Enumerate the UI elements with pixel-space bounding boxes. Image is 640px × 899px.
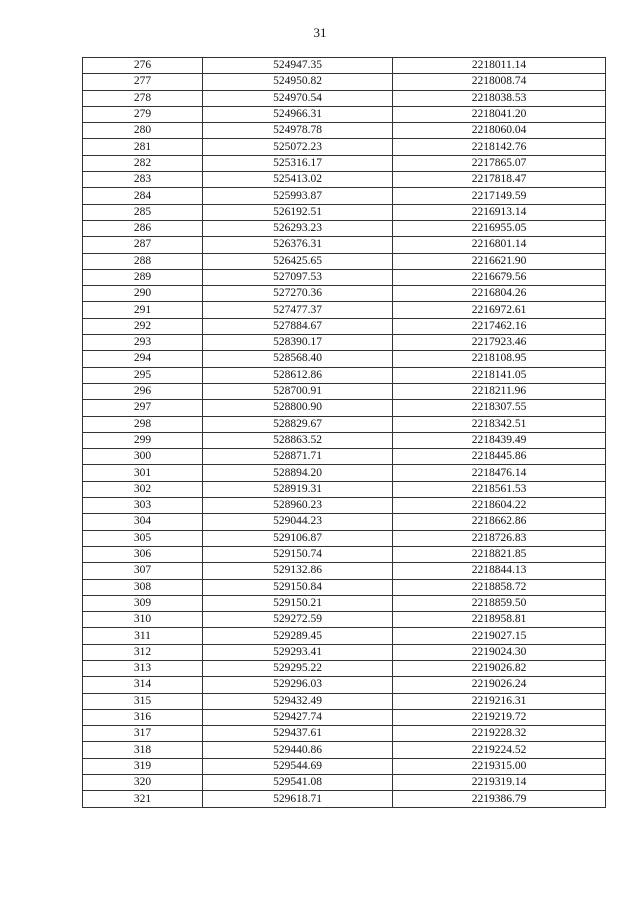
x-coordinate-cell: 528894.20 <box>203 465 393 481</box>
y-coordinate-cell: 2219228.32 <box>393 726 606 742</box>
coordinates-table-body <box>83 58 606 808</box>
y-coordinate-cell: 2218859.50 <box>393 595 606 611</box>
x-coordinate-cell: 527097.53 <box>203 269 393 285</box>
y-coordinate-cell: 2218561.53 <box>393 481 606 497</box>
x-coordinate-cell: 529150.84 <box>203 579 393 595</box>
x-coordinate-cell: 529150.21 <box>203 595 393 611</box>
y-coordinate-cell: 2219315.00 <box>393 758 606 774</box>
table-row <box>83 286 606 302</box>
x-coordinate-cell: 528800.90 <box>203 400 393 416</box>
x-coordinate-cell: 528829.67 <box>203 416 393 432</box>
table-row <box>83 498 606 514</box>
x-coordinate-cell: 529044.23 <box>203 514 393 530</box>
table-row <box>83 400 606 416</box>
point-number-cell: 298 <box>83 416 203 432</box>
table-row <box>83 432 606 448</box>
x-coordinate-cell: 529427.74 <box>203 709 393 725</box>
point-number-cell: 320 <box>83 775 203 791</box>
table-row <box>83 563 606 579</box>
point-number-cell: 318 <box>83 742 203 758</box>
point-number-cell: 301 <box>83 465 203 481</box>
point-number-cell: 314 <box>83 677 203 693</box>
table-row <box>83 237 606 253</box>
y-coordinate-cell: 2218476.14 <box>393 465 606 481</box>
y-coordinate-cell: 2218142.76 <box>393 139 606 155</box>
table-row <box>83 644 606 660</box>
x-coordinate-cell: 524950.82 <box>203 74 393 90</box>
point-number-cell: 295 <box>83 367 203 383</box>
y-coordinate-cell: 2218604.22 <box>393 498 606 514</box>
table-row <box>83 677 606 693</box>
y-coordinate-cell: 2218958.81 <box>393 612 606 628</box>
table-row <box>83 726 606 742</box>
y-coordinate-cell: 2218821.85 <box>393 546 606 562</box>
x-coordinate-cell: 529432.49 <box>203 693 393 709</box>
point-number-cell: 317 <box>83 726 203 742</box>
table-row <box>83 416 606 432</box>
y-coordinate-cell: 2219024.30 <box>393 644 606 660</box>
point-number-cell: 287 <box>83 237 203 253</box>
table-row <box>83 383 606 399</box>
x-coordinate-cell: 529293.41 <box>203 644 393 660</box>
table-row <box>83 709 606 725</box>
x-coordinate-cell: 529541.08 <box>203 775 393 791</box>
x-coordinate-cell: 526293.23 <box>203 220 393 236</box>
table-row <box>83 269 606 285</box>
y-coordinate-cell: 2217462.16 <box>393 318 606 334</box>
y-coordinate-cell: 2219027.15 <box>393 628 606 644</box>
table-row <box>83 204 606 220</box>
table-row <box>83 139 606 155</box>
x-coordinate-cell: 527884.67 <box>203 318 393 334</box>
point-number-cell: 281 <box>83 139 203 155</box>
table-row <box>83 628 606 644</box>
y-coordinate-cell: 2217865.07 <box>393 155 606 171</box>
y-coordinate-cell: 2218858.72 <box>393 579 606 595</box>
x-coordinate-cell: 528612.86 <box>203 367 393 383</box>
y-coordinate-cell: 2218108.95 <box>393 351 606 367</box>
point-number-cell: 279 <box>83 106 203 122</box>
point-number-cell: 315 <box>83 693 203 709</box>
point-number-cell: 282 <box>83 155 203 171</box>
point-number-cell: 321 <box>83 791 203 807</box>
y-coordinate-cell: 2218008.74 <box>393 74 606 90</box>
y-coordinate-cell: 2218662.86 <box>393 514 606 530</box>
y-coordinate-cell: 2216679.56 <box>393 269 606 285</box>
x-coordinate-cell: 526425.65 <box>203 253 393 269</box>
point-number-cell: 311 <box>83 628 203 644</box>
x-coordinate-cell: 524978.78 <box>203 123 393 139</box>
x-coordinate-cell: 528871.71 <box>203 449 393 465</box>
page-number: 31 <box>313 25 327 40</box>
x-coordinate-cell: 529106.87 <box>203 530 393 546</box>
table-row <box>83 449 606 465</box>
y-coordinate-cell: 2218141.05 <box>393 367 606 383</box>
y-coordinate-cell: 2219219.72 <box>393 709 606 725</box>
point-number-cell: 290 <box>83 286 203 302</box>
point-number-cell: 313 <box>83 660 203 676</box>
table-row <box>83 612 606 628</box>
table-row <box>83 530 606 546</box>
point-number-cell: 291 <box>83 302 203 318</box>
x-coordinate-cell: 526192.51 <box>203 204 393 220</box>
point-number-cell: 292 <box>83 318 203 334</box>
x-coordinate-cell: 528390.17 <box>203 335 393 351</box>
point-number-cell: 319 <box>83 758 203 774</box>
table-row <box>83 775 606 791</box>
x-coordinate-cell: 529150.74 <box>203 546 393 562</box>
x-coordinate-cell: 528919.31 <box>203 481 393 497</box>
table-row <box>83 595 606 611</box>
table-row <box>83 742 606 758</box>
x-coordinate-cell: 529618.71 <box>203 791 393 807</box>
table-row <box>83 579 606 595</box>
y-coordinate-cell: 2219224.52 <box>393 742 606 758</box>
x-coordinate-cell: 527477.37 <box>203 302 393 318</box>
point-number-cell: 300 <box>83 449 203 465</box>
point-number-cell: 306 <box>83 546 203 562</box>
coordinates-table <box>82 57 606 808</box>
point-number-cell: 289 <box>83 269 203 285</box>
table-row <box>83 188 606 204</box>
point-number-cell: 303 <box>83 498 203 514</box>
y-coordinate-cell: 2216621.90 <box>393 253 606 269</box>
y-coordinate-cell: 2218445.86 <box>393 449 606 465</box>
x-coordinate-cell: 528863.52 <box>203 432 393 448</box>
point-number-cell: 307 <box>83 563 203 579</box>
y-coordinate-cell: 2218342.51 <box>393 416 606 432</box>
y-coordinate-cell: 2217818.47 <box>393 172 606 188</box>
y-coordinate-cell: 2217149.59 <box>393 188 606 204</box>
y-coordinate-cell: 2218038.53 <box>393 90 606 106</box>
table-row <box>83 791 606 807</box>
y-coordinate-cell: 2218844.13 <box>393 563 606 579</box>
x-coordinate-cell: 529272.59 <box>203 612 393 628</box>
point-number-cell: 278 <box>83 90 203 106</box>
x-coordinate-cell: 528568.40 <box>203 351 393 367</box>
y-coordinate-cell: 2217923.46 <box>393 335 606 351</box>
x-coordinate-cell: 526376.31 <box>203 237 393 253</box>
table-row <box>83 465 606 481</box>
y-coordinate-cell: 2218211.96 <box>393 383 606 399</box>
y-coordinate-cell: 2219026.24 <box>393 677 606 693</box>
table-row <box>83 367 606 383</box>
point-number-cell: 316 <box>83 709 203 725</box>
y-coordinate-cell: 2219216.31 <box>393 693 606 709</box>
point-number-cell: 277 <box>83 74 203 90</box>
y-coordinate-cell: 2216972.61 <box>393 302 606 318</box>
x-coordinate-cell: 529437.61 <box>203 726 393 742</box>
point-number-cell: 302 <box>83 481 203 497</box>
x-coordinate-cell: 529440.86 <box>203 742 393 758</box>
x-coordinate-cell: 528700.91 <box>203 383 393 399</box>
x-coordinate-cell: 529296.03 <box>203 677 393 693</box>
point-number-cell: 294 <box>83 351 203 367</box>
table-row <box>83 90 606 106</box>
y-coordinate-cell: 2219319.14 <box>393 775 606 791</box>
x-coordinate-cell: 527270.36 <box>203 286 393 302</box>
y-coordinate-cell: 2218060.04 <box>393 123 606 139</box>
table-row <box>83 58 606 74</box>
x-coordinate-cell: 525993.87 <box>203 188 393 204</box>
point-number-cell: 312 <box>83 644 203 660</box>
table-row <box>83 106 606 122</box>
x-coordinate-cell: 529544.69 <box>203 758 393 774</box>
point-number-cell: 280 <box>83 123 203 139</box>
point-number-cell: 296 <box>83 383 203 399</box>
table-row <box>83 351 606 367</box>
table-row <box>83 546 606 562</box>
table-row <box>83 302 606 318</box>
table-row <box>83 514 606 530</box>
x-coordinate-cell: 528960.23 <box>203 498 393 514</box>
table-row <box>83 74 606 90</box>
table-row <box>83 123 606 139</box>
table-row <box>83 318 606 334</box>
x-coordinate-cell: 525316.17 <box>203 155 393 171</box>
point-number-cell: 293 <box>83 335 203 351</box>
point-number-cell: 308 <box>83 579 203 595</box>
x-coordinate-cell: 529132.86 <box>203 563 393 579</box>
x-coordinate-cell: 524966.31 <box>203 106 393 122</box>
y-coordinate-cell: 2216955.05 <box>393 220 606 236</box>
point-number-cell: 283 <box>83 172 203 188</box>
table-row <box>83 481 606 497</box>
point-number-cell: 297 <box>83 400 203 416</box>
y-coordinate-cell: 2218041.20 <box>393 106 606 122</box>
table-row <box>83 660 606 676</box>
table-row <box>83 758 606 774</box>
point-number-cell: 288 <box>83 253 203 269</box>
point-number-cell: 309 <box>83 595 203 611</box>
table-row <box>83 220 606 236</box>
y-coordinate-cell: 2216913.14 <box>393 204 606 220</box>
y-coordinate-cell: 2219026.82 <box>393 660 606 676</box>
point-number-cell: 310 <box>83 612 203 628</box>
table-row <box>83 693 606 709</box>
table-row <box>83 172 606 188</box>
table-row <box>83 335 606 351</box>
y-coordinate-cell: 2218011.14 <box>393 58 606 74</box>
point-number-cell: 286 <box>83 220 203 236</box>
y-coordinate-cell: 2218307.55 <box>393 400 606 416</box>
y-coordinate-cell: 2218726.83 <box>393 530 606 546</box>
point-number-cell: 276 <box>83 58 203 74</box>
x-coordinate-cell: 525413.02 <box>203 172 393 188</box>
table-row <box>83 155 606 171</box>
x-coordinate-cell: 525072.23 <box>203 139 393 155</box>
x-coordinate-cell: 524947.35 <box>203 58 393 74</box>
point-number-cell: 304 <box>83 514 203 530</box>
y-coordinate-cell: 2216804.26 <box>393 286 606 302</box>
y-coordinate-cell: 2218439.49 <box>393 432 606 448</box>
point-number-cell: 299 <box>83 432 203 448</box>
y-coordinate-cell: 2216801.14 <box>393 237 606 253</box>
x-coordinate-cell: 529295.22 <box>203 660 393 676</box>
table-row <box>83 253 606 269</box>
point-number-cell: 285 <box>83 204 203 220</box>
y-coordinate-cell: 2219386.79 <box>393 791 606 807</box>
x-coordinate-cell: 529289.45 <box>203 628 393 644</box>
x-coordinate-cell: 524970.54 <box>203 90 393 106</box>
point-number-cell: 284 <box>83 188 203 204</box>
point-number-cell: 305 <box>83 530 203 546</box>
